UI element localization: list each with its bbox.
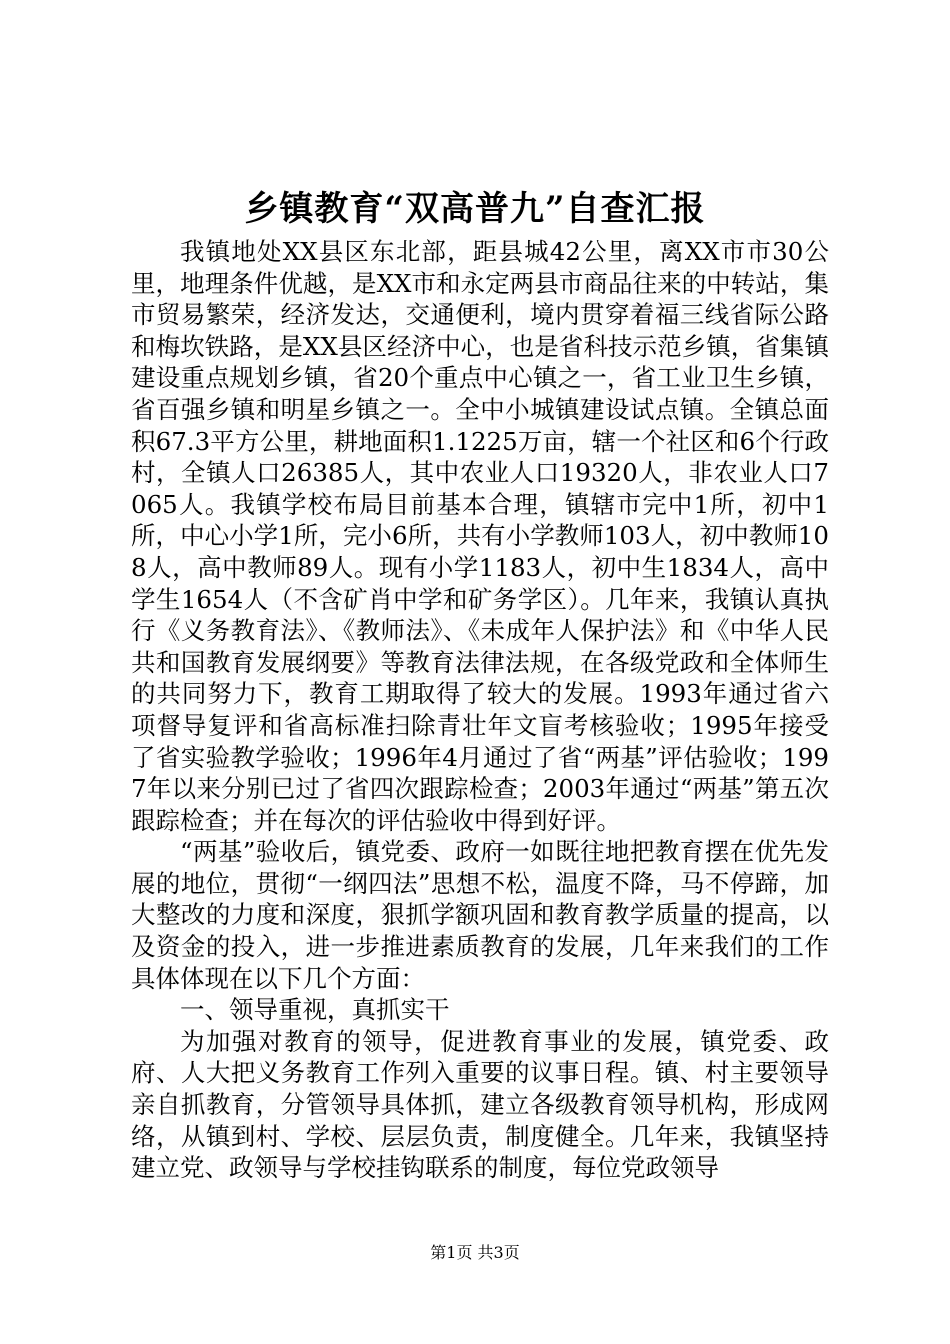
paragraph-leadership: 为加强对教育的领导，促进教育事业的发展，镇党委、政府、人大把义务教育工作列入重要的议事日程。镇、村主要领导亲自抓教育，分管领导具体抓，建立各级教育领导机构，形成网络，从镇到村、学校、层层负责，制度健全。几年来，我镇坚持建立党、政领导与学校挂钩联系的制度，每位党政领导 xyxy=(131,1026,829,1183)
paragraph-after-acceptance: “两基”验收后，镇党委、政府一如既往地把教育摆在优先发展的地位，贯彻“一纲四法”思想不松，温度不降，马不停蹄，加大整改的力度和深度，狠抓学额巩固和教育教学质量的提高，以及资金的投入，进一步推进素质教育的发展，几年来我们的工作具体体现在以下几个方面： xyxy=(131,837,829,993)
page-number-footer: 第1页 共3页 xyxy=(430,1243,520,1262)
document-body xyxy=(131,236,829,1184)
paragraph-intro: 我镇地处XX县区东北部，距县城42公里，离XX市市30公里，地理条件优越，是XX市和永定两县市商品往来的中转站，集市贸易繁荣，经济发达，交通便利，境内贯穿着福三线省际公路和梅坎铁路，是XX县区经济中心，也是省科技示范乡镇，省集镇建设重点规划乡镇，省20个重点中心镇之一，省工业卫生乡镇，省百强乡镇和明星乡镇之一。全中小城镇建设试点镇。全镇总面积67.3平方公里，耕地面积1.1225万亩，辖一个社区和6个行政村，全镇人口26385人，其中农业人口19320人，非农业人口7065人。我镇学校布局目前基本合理，镇辖市完中1所，初中1所，中心小学1所，完小6所，共有小学教师103人，初中教师108人，高中教师89人。现有小学1183人，初中生1834人，高中学生1654人（不含矿肖中学和矿务学区）。几年来，我镇认真执行《义务教育法》、《教师法》、《未成年人保护法》和《中华人民共和国教育发展纲要》等教育法律法规，在各级党政和全体师生的共同努力下，教育工期取得了较大的发展。1993年通过省六项督导复评和省高标准扫除青壮年文盲考核验收；1995年接受了省实验教学验收；1996年4月通过了省“两基”评估验收；1997年以来分别已过了省四次跟踪检查；2003年通过“两基”第五次跟踪检查；并在每次的评估验收中得到好评。 xyxy=(131,237,829,835)
section-heading: 一、领导重视，真抓实干 xyxy=(180,995,450,1025)
document-title: 乡镇教育“双高普九”自查汇报 xyxy=(244,189,706,229)
